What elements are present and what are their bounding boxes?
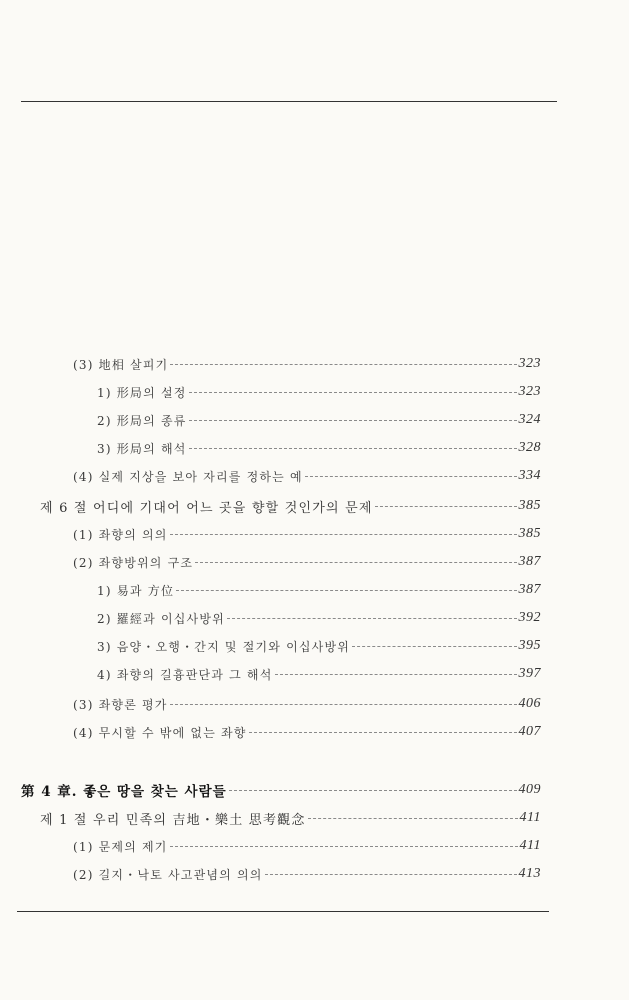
dot-leader (265, 874, 517, 875)
dot-leader (176, 590, 516, 591)
toc-entry-label: 4) 좌향의 길흉판단과 그 해석 (97, 667, 273, 682)
toc-entry-label: 2) 形局의 종류 (97, 413, 187, 428)
dot-leader (308, 818, 518, 819)
toc-page-number: 411 (519, 810, 541, 825)
dot-leader (189, 392, 517, 393)
toc-entry-label: (3) 地相 살피기 (73, 357, 169, 372)
toc-entry[interactable] (73, 522, 541, 546)
toc-page-number: 395 (518, 638, 541, 653)
toc-page-number: 411 (519, 838, 541, 853)
dot-leader (170, 534, 517, 535)
toc-entry-section[interactable] (40, 494, 541, 518)
dot-leader (189, 448, 517, 449)
toc-entry[interactable] (73, 352, 541, 376)
dot-leader (249, 732, 517, 733)
toc-page-number: 409 (518, 782, 541, 797)
toc-entry[interactable] (73, 862, 541, 886)
dot-leader (375, 506, 517, 507)
toc-entry[interactable] (73, 720, 541, 744)
toc-entry[interactable] (97, 408, 541, 432)
toc-entry-label: (3) 좌향론 평가 (73, 697, 168, 712)
toc-page-number: 406 (518, 696, 541, 711)
dot-leader (227, 618, 517, 619)
toc-entry-label: 제 6 절 어디에 기대어 어느 곳을 향할 것인가의 문제 (40, 500, 373, 516)
bottom-rule (17, 911, 549, 912)
toc-entry[interactable] (97, 436, 541, 460)
dot-leader (275, 674, 517, 675)
toc-entry-label: 1) 易과 方位 (97, 583, 175, 598)
toc-entry[interactable] (73, 550, 541, 574)
toc-entry-label: (1) 문제의 제기 (73, 839, 168, 854)
toc-page-number: 387 (518, 582, 541, 597)
dot-leader (195, 562, 516, 563)
dot-leader (170, 704, 517, 705)
toc-entry-section[interactable] (40, 806, 541, 830)
toc-entry-label: 제 1 절 우리 민족의 吉地・樂土 思考觀念 (40, 812, 306, 828)
toc-entry-label: (2) 길지・낙토 사고관념의 의의 (73, 867, 263, 882)
dot-leader (229, 790, 517, 791)
dot-leader (352, 646, 516, 647)
toc-page-number: 324 (518, 412, 541, 427)
toc-page-number: 385 (518, 498, 541, 513)
toc-entry[interactable] (97, 380, 541, 404)
toc-entry[interactable] (97, 606, 541, 630)
toc-page-number: 328 (518, 440, 541, 455)
toc-entry-label: (2) 좌향방위의 구조 (73, 555, 194, 570)
toc-entry[interactable] (73, 464, 541, 488)
toc-page-number: 397 (518, 666, 541, 681)
toc-entry-label: (4) 실제 지상을 보아 자리를 정하는 예 (73, 469, 303, 484)
toc-entry[interactable] (73, 834, 541, 858)
toc-entry-label: 2) 羅經과 이십사방위 (97, 611, 225, 626)
toc-page-number: 413 (518, 866, 541, 881)
toc-entry-chapter[interactable] (21, 778, 541, 802)
toc-entry[interactable] (73, 692, 541, 716)
toc-page-number: 334 (518, 468, 541, 483)
toc-entry-label: 1) 形局의 설정 (97, 385, 187, 400)
dot-leader (170, 846, 518, 847)
toc-entry-label: (4) 무시할 수 밖에 없는 좌향 (73, 725, 247, 740)
toc-entry[interactable] (97, 578, 541, 602)
dot-leader (189, 420, 517, 421)
toc-entry-label: 3) 形局의 해석 (97, 441, 187, 456)
toc-entry[interactable] (97, 662, 541, 686)
toc-page-number: 385 (518, 526, 541, 541)
toc-entry-label: 3) 음양・오행・간지 및 절기와 이십사방위 (97, 639, 351, 654)
toc-page-number: 407 (518, 724, 541, 739)
dot-leader (170, 364, 516, 365)
toc-page-number: 387 (518, 554, 541, 569)
toc-entry-label: (1) 좌향의 의의 (73, 527, 168, 542)
toc-entry[interactable] (97, 634, 541, 658)
toc-page-number: 323 (518, 384, 541, 399)
toc-page-number: 323 (518, 356, 541, 371)
toc-page-number: 392 (518, 610, 541, 625)
dot-leader (305, 476, 517, 477)
toc-entry-label: 第 4 章. 좋은 땅을 찾는 사람들 (21, 784, 227, 800)
